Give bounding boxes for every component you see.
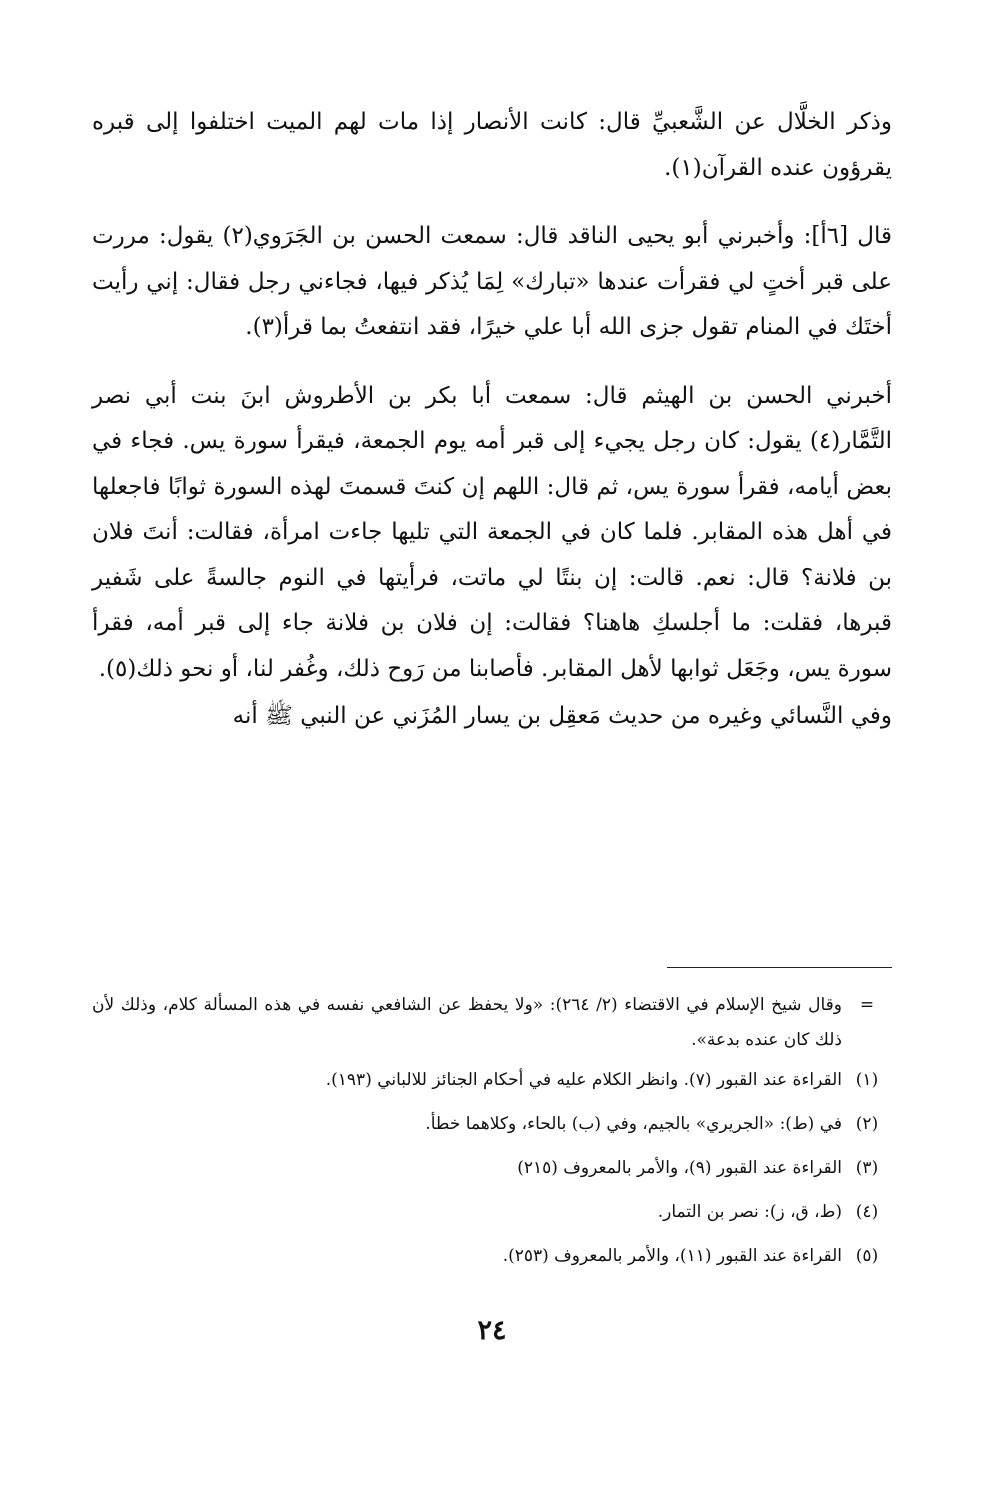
footnote-number: (٥): [855, 1246, 879, 1266]
footnote-continuation: [92, 988, 892, 1058]
page-number: ٢٤: [477, 1315, 507, 1346]
footnote-number: (٢): [855, 1114, 879, 1134]
footnotes-section: [92, 988, 892, 1278]
footnote-item: [92, 1234, 892, 1278]
footnote-separator: [667, 967, 892, 968]
continuation-marker: =: [859, 995, 875, 1015]
footnote-text: في (ط): «الجريري» بالجيم، وفي (ب) بالحاء، وكلاهما خطأ.: [425, 1114, 842, 1134]
body-paragraph-3: أخبرني الحسن بن الهيثم قال: سمعت أبا بكر بن الأطروش ابنَ بنت أبي نصر التَّمَّار(٤) يقول: كان رجل يجيء إلى قبر أمه يوم الجمعة، فيقرأ سورة يس. فجاء في بعض أيامه، فقرأ سورة يس، ثم قال: اللهم إن كنتَ قسمتَ لهذه السورة ثوابًا فاجعلها في أهل هذه المقابر. فلما كان في الجمعة التي تليها جاءت امرأة، فقالت: أنتَ فلان بن فلانة؟ قال: نعم. قالت: إن بنتًا لي ماتت، فرأيتها في النوم جالسةً على شَفير قبرها، فقلت: ما أجلسكِ هاهنا؟ فقالت: إن فلان بن فلانة جاء إلى قبر أمه، فقرأ سورة يس، وجَعَل ثوابها لأهل المقابر. فأصابنا من رَوح ذلك، وغُفر لنا، أو نحو ذلك(٥).: [92, 382, 892, 682]
footnote-item: [92, 1146, 892, 1190]
body-paragraph-4: وفي النَّسائي وغيره من حديث مَعقِل بن يسار المُزَني عن النبي ﷺ أنه: [232, 703, 892, 729]
footnote-text: القراءة عند القبور (٧). وانظر الكلام عليه في أحكام الجنائز للالباني (١٩٣).: [325, 1070, 842, 1090]
footnote-number: (١): [855, 1070, 879, 1090]
body-paragraph-2: قال [٦أ]: وأخبرني أبو يحيى الناقد قال: سمعت الحسن بن الجَرَوي(٢) يقول: مررت على قبر أختٍ لي فقرأت عندها «تبارك» لِمَا يُذكر فيها، فجاءني رجل فقال: إني رأيت أختَك في المنام تقول جزى الله أبا علي خيرًا، فقد انتفعتُ بما قرأ(٣).: [92, 223, 893, 340]
continuation-text: وقال شيخ الإسلام في الاقتضاء (٢/ ٢٦٤): «ولا يحفظ عن الشافعي نفسه في هذه المسألة كلام، وذلك لأن ذلك كان عنده بدعة».: [92, 995, 842, 1050]
footnote-number: (٣): [855, 1158, 879, 1178]
body-paragraph-1: وذكر الخلَّال عن الشَّعبيِّ قال: كانت الأنصار إذا مات لهم الميت اختلفوا إلى قبره يقرؤون عنده القرآن(١).: [92, 109, 892, 181]
footnote-text: القراءة عند القبور (١١)، والأمر بالمعروف (٢٥٣).: [502, 1246, 842, 1266]
footnote-text: (ط، ق، ز): نصر بن التمار.: [657, 1202, 842, 1222]
page-content: [92, 100, 893, 1346]
footnote-number: (٤): [855, 1202, 879, 1222]
footnote-text: القراءة عند القبور (٩)، والأمر بالمعروف (٢١٥): [517, 1158, 842, 1178]
footnote-item: [92, 1058, 892, 1102]
footnote-item: [92, 1102, 892, 1146]
footnote-item: [92, 1190, 892, 1234]
